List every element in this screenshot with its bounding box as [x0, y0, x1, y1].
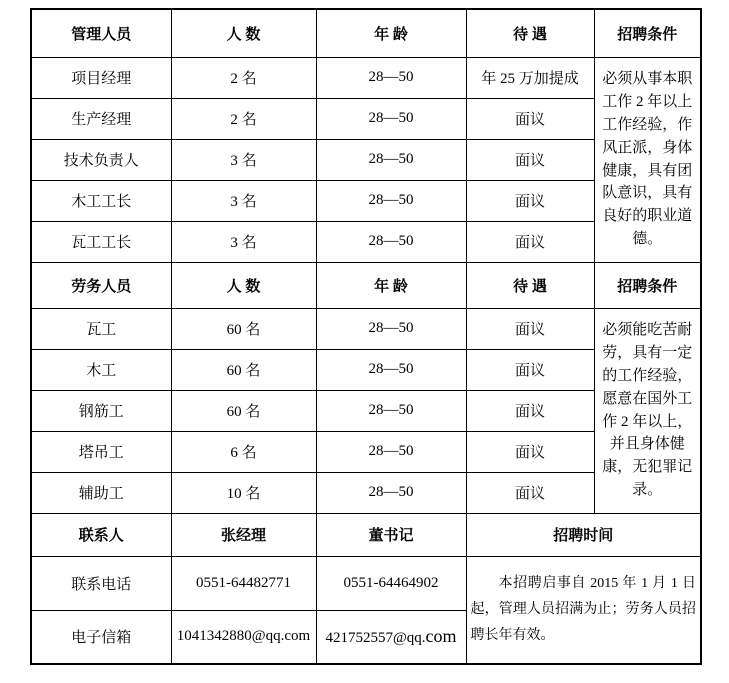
cell-age: 28—50: [316, 431, 466, 472]
cell-count: 6 名: [171, 431, 316, 472]
cell-pay: 面议: [466, 431, 594, 472]
phone-row: [31, 556, 701, 610]
cell-pay: 面议: [466, 139, 594, 180]
header-contact-person: 联系人: [31, 513, 171, 556]
recruitment-table: [30, 8, 702, 665]
management-requirements-text: 必须从事本职工作 2 年以上工作经验，作风正派，身体健康，具有团队意识，具有良好的职业道德。: [594, 57, 701, 262]
phone-number-dong: 0551-64464902: [316, 556, 466, 610]
cell-pay: 面议: [466, 472, 594, 513]
cell-pay: 年 25 万加提成: [466, 57, 594, 98]
phone-label: 联系电话: [31, 556, 171, 610]
cell-age: 28—50: [316, 349, 466, 390]
header-age: 年 龄: [316, 262, 466, 308]
email-address-dong-suffix: com: [425, 626, 457, 647]
email-label: 电子信箱: [31, 610, 171, 664]
cell-age: 28—50: [316, 57, 466, 98]
cell-pay: 面议: [466, 349, 594, 390]
cell-position: 瓦工工长: [31, 221, 171, 262]
cell-pay: 面议: [466, 180, 594, 221]
cell-count: 2 名: [171, 57, 316, 98]
cell-count: 3 名: [171, 221, 316, 262]
header-requirements: 招聘条件: [594, 9, 701, 57]
cell-position: 瓦工: [31, 308, 171, 349]
email-address-dong: [316, 610, 466, 664]
cell-count: 60 名: [171, 390, 316, 431]
cell-position: 生产经理: [31, 98, 171, 139]
cell-count: 2 名: [171, 98, 316, 139]
header-recruitment-period: 招聘时间: [466, 513, 701, 556]
cell-pay: 面议: [466, 308, 594, 349]
contact-name-dong: 董书记: [316, 513, 466, 556]
cell-count: 3 名: [171, 180, 316, 221]
cell-count: 60 名: [171, 308, 316, 349]
cell-position: 塔吊工: [31, 431, 171, 472]
cell-pay: 面议: [466, 390, 594, 431]
cell-position: 辅助工: [31, 472, 171, 513]
cell-age: 28—50: [316, 180, 466, 221]
cell-position: 木工工长: [31, 180, 171, 221]
table-row: [31, 308, 701, 349]
header-headcount: 人 数: [171, 262, 316, 308]
cell-age: 28—50: [316, 221, 466, 262]
header-labor-personnel: 劳务人员: [31, 262, 171, 308]
cell-position: 木工: [31, 349, 171, 390]
management-header-row: [31, 9, 701, 57]
cell-age: 28—50: [316, 472, 466, 513]
cell-age: 28—50: [316, 308, 466, 349]
cell-position: 技术负责人: [31, 139, 171, 180]
table-row: [31, 57, 701, 98]
header-pay: 待 遇: [466, 262, 594, 308]
email-address-zhang: 1041342880@qq.com: [171, 610, 316, 664]
recruitment-period-text-cell: [466, 556, 701, 664]
header-management-personnel: 管理人员: [31, 9, 171, 57]
cell-age: 28—50: [316, 139, 466, 180]
cell-count: 60 名: [171, 349, 316, 390]
email-address-dong-prefix: 421752557@qq.: [325, 630, 426, 647]
phone-number-zhang: 0551-64482771: [171, 556, 316, 610]
cell-position: 项目经理: [31, 57, 171, 98]
cell-count: 3 名: [171, 139, 316, 180]
cell-pay: 面议: [466, 98, 594, 139]
cell-age: 28—50: [316, 390, 466, 431]
labor-header-row: [31, 262, 701, 308]
recruitment-period-text: 本招聘启事自 2015 年 1 月 1 日起，管理人员招满为止；劳务人员招聘长年有效。: [470, 575, 696, 643]
header-headcount: 人 数: [171, 9, 316, 57]
cell-age: 28—50: [316, 98, 466, 139]
contact-header-row: [31, 513, 701, 556]
header-requirements: 招聘条件: [594, 262, 701, 308]
cell-position: 钢筋工: [31, 390, 171, 431]
contact-name-zhang: 张经理: [171, 513, 316, 556]
cell-pay: 面议: [466, 221, 594, 262]
header-age: 年 龄: [316, 9, 466, 57]
labor-requirements-text: 必须能吃苦耐劳，具有一定的工作经验，愿意在国外工作 2 年以上，并且身体健康，无犯罪记录。: [594, 308, 701, 513]
header-pay: 待 遇: [466, 9, 594, 57]
cell-count: 10 名: [171, 472, 316, 513]
